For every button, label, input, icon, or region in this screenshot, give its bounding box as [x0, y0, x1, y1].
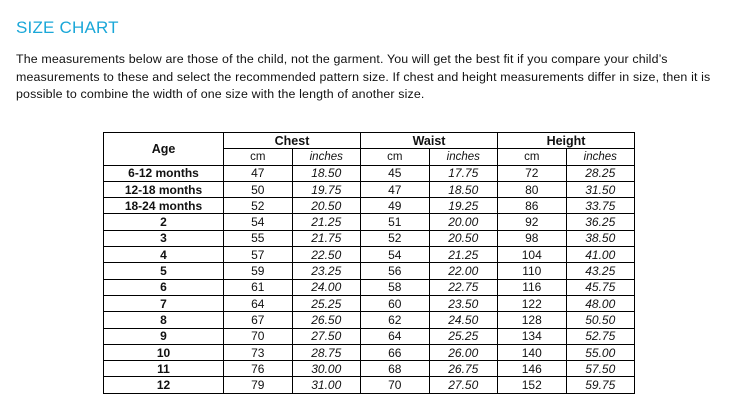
height-inches-cell: 36.25 — [566, 214, 635, 230]
waist-inches-cell: 20.50 — [429, 230, 498, 246]
waist-inches-cell: 25.25 — [429, 328, 498, 344]
age-cell: 12 — [104, 377, 224, 393]
chest-inches-cell: 21.25 — [292, 214, 361, 230]
age-cell: 6 — [104, 279, 224, 295]
table-row — [104, 312, 635, 328]
table-row — [104, 247, 635, 263]
chest-inches-cell: 19.75 — [292, 181, 361, 197]
age-cell: 7 — [104, 295, 224, 311]
waist-inches-cell: 26.75 — [429, 361, 498, 377]
waist-cm-cell: 68 — [361, 361, 430, 377]
chest-inches-cell: 27.50 — [292, 328, 361, 344]
chest-cm-cell: 50 — [224, 181, 293, 197]
chest-cm-cell: 61 — [224, 279, 293, 295]
waist-inches-cell: 26.00 — [429, 344, 498, 360]
table-row — [104, 377, 635, 393]
waist-cm-cell: 52 — [361, 230, 430, 246]
chest-cm-cell: 59 — [224, 263, 293, 279]
waist-cm-cell: 54 — [361, 247, 430, 263]
height-inches-cell: 43.25 — [566, 263, 635, 279]
waist-cm-cell: 58 — [361, 279, 430, 295]
waist-cm-cell: 51 — [361, 214, 430, 230]
waist-cm-cell: 66 — [361, 344, 430, 360]
chest-inches-cell: 26.50 — [292, 312, 361, 328]
waist-cm-cell: 49 — [361, 198, 430, 214]
chest-cm-cell: 70 — [224, 328, 293, 344]
chest-cm-cell: 79 — [224, 377, 293, 393]
chest-cm-cell: 64 — [224, 295, 293, 311]
height-cm-cell: 146 — [498, 361, 567, 377]
waist-cm-cell: 64 — [361, 328, 430, 344]
chest-inches-cell: 30.00 — [292, 361, 361, 377]
waist-inches-header: inches — [429, 149, 498, 165]
age-cell: 6-12 months — [104, 165, 224, 181]
waist-cm-cell: 62 — [361, 312, 430, 328]
chest-cm-cell: 57 — [224, 247, 293, 263]
age-cell: 3 — [104, 230, 224, 246]
waist-inches-cell: 17.75 — [429, 165, 498, 181]
height-cm-cell: 134 — [498, 328, 567, 344]
height-cm-cell: 98 — [498, 230, 567, 246]
height-inches-cell: 50.50 — [566, 312, 635, 328]
page-title: SIZE CHART — [16, 18, 119, 37]
waist-cm-cell: 60 — [361, 295, 430, 311]
height-cm-cell: 104 — [498, 247, 567, 263]
waist-inches-cell: 20.00 — [429, 214, 498, 230]
height-cm-cell: 140 — [498, 344, 567, 360]
chest-cm-cell: 54 — [224, 214, 293, 230]
age-cell: 2 — [104, 214, 224, 230]
waist-inches-cell: 21.25 — [429, 247, 498, 263]
height-inches-cell: 41.00 — [566, 247, 635, 263]
table-row — [104, 165, 635, 181]
waist-cm-cell: 47 — [361, 181, 430, 197]
age-cell: 12-18 months — [104, 181, 224, 197]
height-inches-cell: 31.50 — [566, 181, 635, 197]
height-inches-header: inches — [566, 149, 635, 165]
table-row — [104, 361, 635, 377]
chest-cm-cell: 47 — [224, 165, 293, 181]
height-inches-cell: 33.75 — [566, 198, 635, 214]
waist-inches-cell: 19.25 — [429, 198, 498, 214]
chest-inches-cell: 22.50 — [292, 247, 361, 263]
table-row — [104, 344, 635, 360]
height-cm-cell: 110 — [498, 263, 567, 279]
height-inches-cell: 52.75 — [566, 328, 635, 344]
table-row — [104, 214, 635, 230]
waist-cm-cell: 70 — [361, 377, 430, 393]
chest-inches-cell: 23.25 — [292, 263, 361, 279]
height-inches-cell: 48.00 — [566, 295, 635, 311]
age-cell: 8 — [104, 312, 224, 328]
height-cm-cell: 152 — [498, 377, 567, 393]
height-inches-cell: 59.75 — [566, 377, 635, 393]
chest-inches-cell: 21.75 — [292, 230, 361, 246]
age-cell: 11 — [104, 361, 224, 377]
table-row — [104, 198, 635, 214]
chest-cm-header: cm — [224, 149, 293, 165]
chest-cm-cell: 76 — [224, 361, 293, 377]
age-cell: 10 — [104, 344, 224, 360]
chest-inches-cell: 18.50 — [292, 165, 361, 181]
chest-inches-cell: 25.25 — [292, 295, 361, 311]
chest-inches-cell: 24.00 — [292, 279, 361, 295]
height-cm-cell: 92 — [498, 214, 567, 230]
table-row — [104, 279, 635, 295]
intro-paragraph: The measurements below are those of the child, not the garment. You will get the best fit if you compare your child’s measurements to these and select the recommended pattern size. If chest and height measurements differ in size, then it is possible to combine the width of one size with the length of another size. — [16, 52, 711, 102]
height-inches-cell: 57.50 — [566, 361, 635, 377]
height-cm-cell: 72 — [498, 165, 567, 181]
waist-inches-cell: 18.50 — [429, 181, 498, 197]
waist-inches-cell: 23.50 — [429, 295, 498, 311]
size-chart-table — [103, 132, 635, 394]
height-inches-cell: 28.25 — [566, 165, 635, 181]
table-row — [104, 263, 635, 279]
chest-cm-cell: 52 — [224, 198, 293, 214]
height-cm-header: cm — [498, 149, 567, 165]
table-row — [104, 181, 635, 197]
age-cell: 9 — [104, 328, 224, 344]
height-cm-cell: 122 — [498, 295, 567, 311]
chest-cm-cell: 73 — [224, 344, 293, 360]
chest-inches-cell: 31.00 — [292, 377, 361, 393]
chest-header: Chest — [224, 133, 361, 149]
table-row — [104, 295, 635, 311]
height-inches-cell: 38.50 — [566, 230, 635, 246]
height-cm-cell: 116 — [498, 279, 567, 295]
age-cell: 5 — [104, 263, 224, 279]
chest-inches-cell: 28.75 — [292, 344, 361, 360]
height-inches-cell: 45.75 — [566, 279, 635, 295]
age-cell: 18-24 months — [104, 198, 224, 214]
waist-cm-cell: 45 — [361, 165, 430, 181]
chest-inches-cell: 20.50 — [292, 198, 361, 214]
height-inches-cell: 55.00 — [566, 344, 635, 360]
waist-inches-cell: 24.50 — [429, 312, 498, 328]
waist-inches-cell: 22.00 — [429, 263, 498, 279]
age-cell: 4 — [104, 247, 224, 263]
table-row — [104, 230, 635, 246]
waist-cm-header: cm — [361, 149, 430, 165]
height-header: Height — [498, 133, 635, 149]
age-header: Age — [104, 133, 224, 166]
group-header-row — [104, 133, 635, 149]
chest-cm-cell: 55 — [224, 230, 293, 246]
chest-inches-header: inches — [292, 149, 361, 165]
waist-cm-cell: 56 — [361, 263, 430, 279]
table-row — [104, 328, 635, 344]
height-cm-cell: 86 — [498, 198, 567, 214]
size-table-body — [104, 165, 635, 393]
waist-header: Waist — [361, 133, 498, 149]
chest-cm-cell: 67 — [224, 312, 293, 328]
waist-inches-cell: 22.75 — [429, 279, 498, 295]
height-cm-cell: 128 — [498, 312, 567, 328]
waist-inches-cell: 27.50 — [429, 377, 498, 393]
height-cm-cell: 80 — [498, 181, 567, 197]
